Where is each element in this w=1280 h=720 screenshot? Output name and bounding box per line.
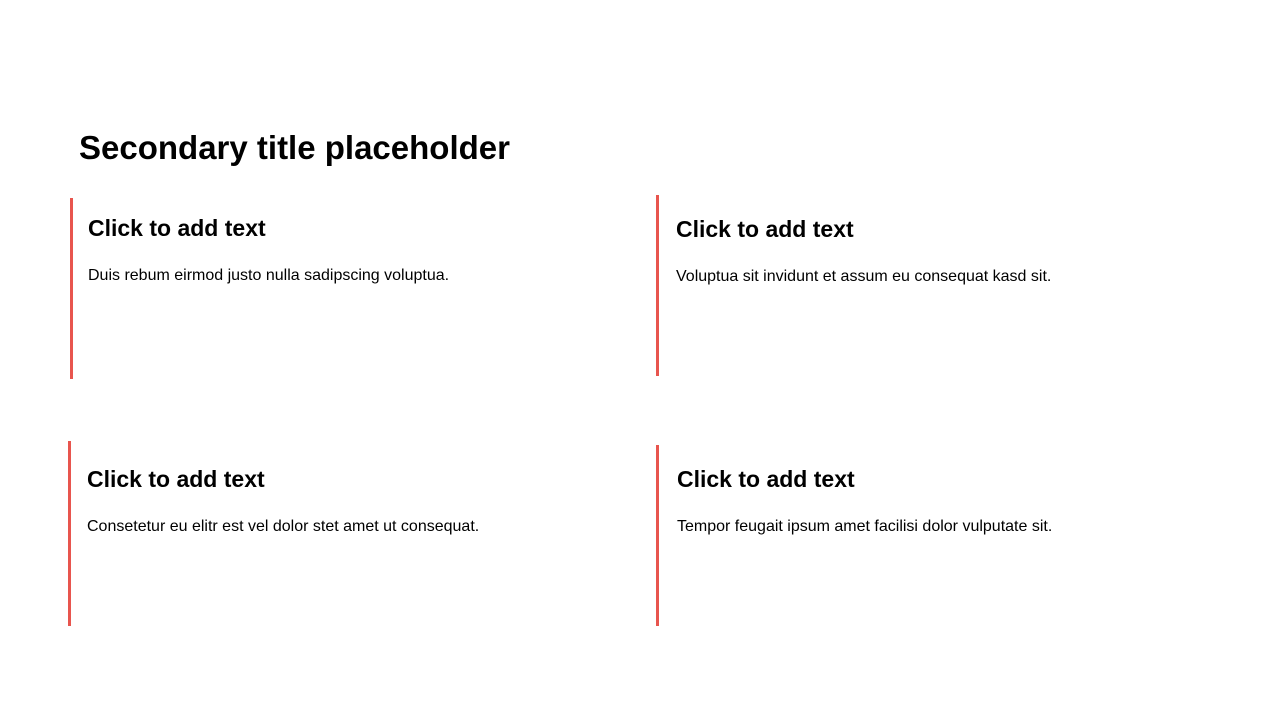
card-body-text[interactable]: Duis rebum eirmod justo nulla sadipscing voluptua.	[88, 267, 450, 284]
content-card	[68, 441, 608, 626]
card-body-text[interactable]: Consetetur eu elitr est vel dolor stet amet ut consequat.	[87, 518, 480, 535]
card-heading[interactable]: Click to add text	[87, 466, 265, 492]
card-body-text[interactable]: Voluptua sit invidunt et assum eu consequat kasd sit.	[676, 268, 1052, 285]
content-card	[656, 195, 1196, 376]
card-accent-bar	[70, 198, 73, 379]
card-accent-bar	[656, 445, 659, 626]
card-accent-bar	[656, 195, 659, 376]
content-card	[656, 445, 1196, 626]
card-heading[interactable]: Click to add text	[676, 216, 854, 242]
card-body-text[interactable]: Tempor feugait ipsum amet facilisi dolor vulputate sit.	[677, 518, 1053, 535]
slide-title[interactable]: Secondary title placeholder	[79, 129, 510, 166]
card-heading[interactable]: Click to add text	[88, 215, 266, 241]
card-accent-bar	[68, 441, 71, 626]
content-card	[70, 198, 610, 379]
card-heading[interactable]: Click to add text	[677, 466, 855, 492]
